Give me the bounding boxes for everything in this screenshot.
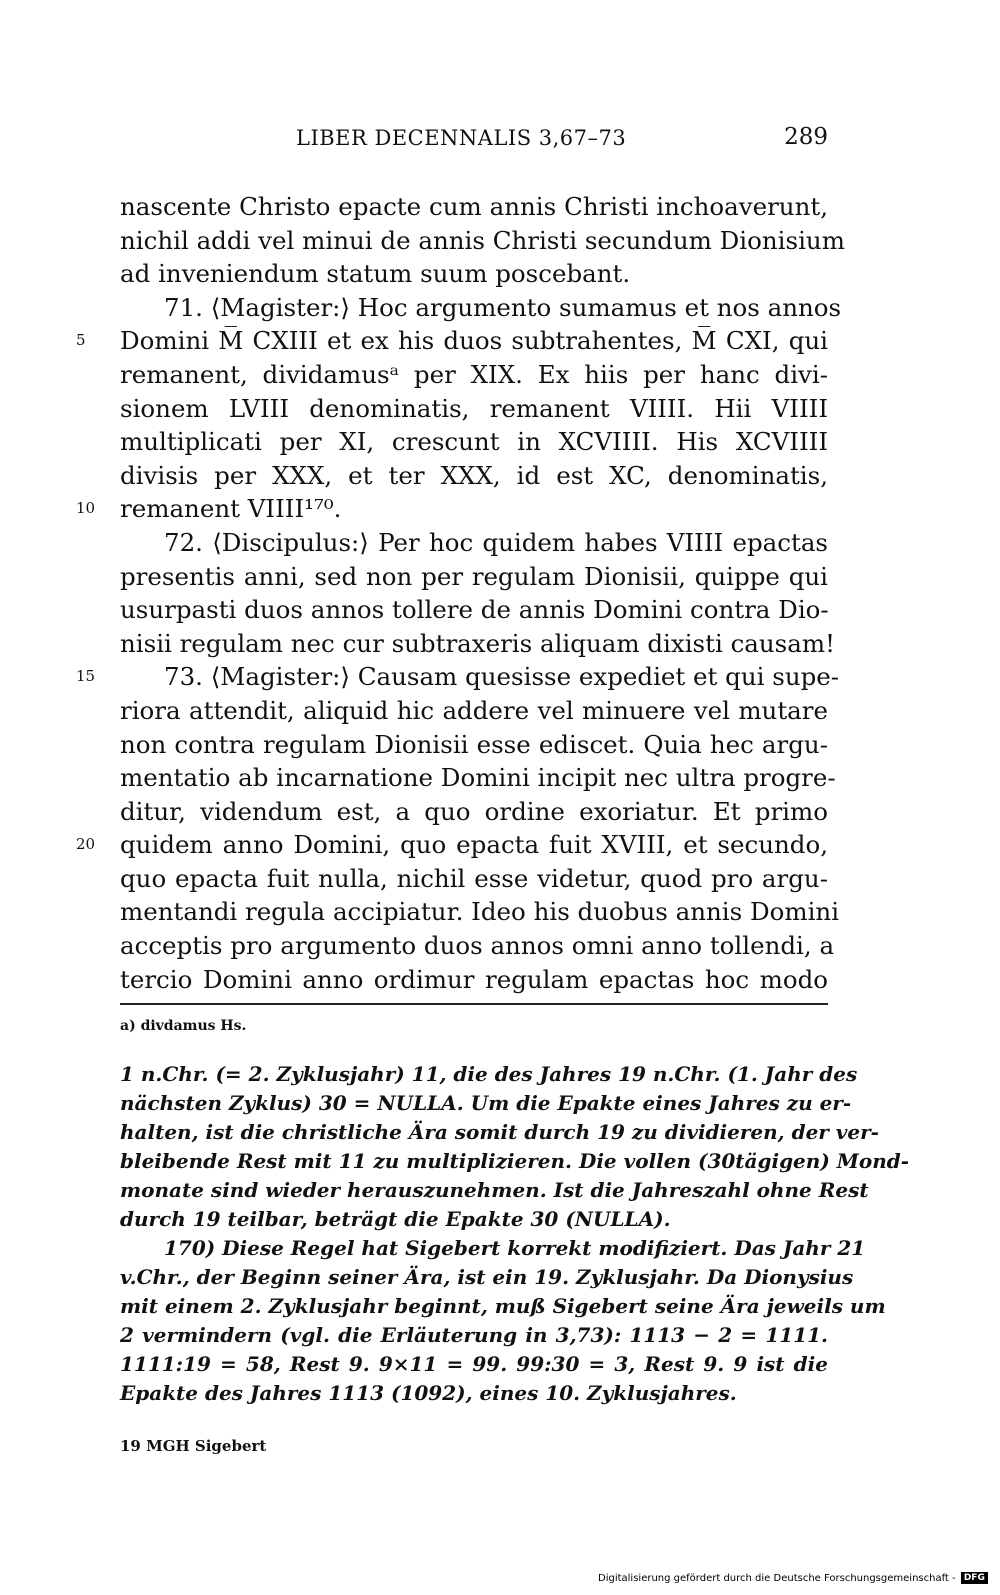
note-line: 1 n.Chr. (= 2. Zyklusjahr) 11, die des Jahres 19 n.Chr. (1. Jahr des <box>120 1062 858 1086</box>
text-line <box>120 224 845 258</box>
line-text: acceptis pro argumento duos annos omni anno tollendi, a <box>120 931 835 961</box>
apparatus-note: a) divdamus Hs. <box>120 1018 247 1034</box>
text-line <box>120 291 842 325</box>
line-text: quo epacta fuit nulla, nichil esse videtur, quod pro argu- <box>120 863 828 893</box>
text-line <box>120 895 840 929</box>
signature-mark: 19 MGH Sigebert <box>120 1437 267 1455</box>
line-text: quidem anno Domini, quo epacta fuit XVIII, et secundo, <box>120 830 828 860</box>
text-line <box>120 627 835 661</box>
credit-text: Digitalisierung gefördert durch die Deutsche Forschungsgemeinschaft - <box>598 1573 956 1584</box>
line-text: usurpasti duos annos tollere de annis Domini contra Dio- <box>120 595 829 625</box>
line-text: divisis per XXX, et ter XXX, id est XC, denominatis, <box>120 460 828 490</box>
line-text: ditur, videndum est, a quo ordine exoriatur. Et primo <box>120 796 828 826</box>
line-text: nichil addi vel minui de annis Christi secundum Dionisium <box>120 225 845 255</box>
line-number: 5 <box>76 331 86 350</box>
note-line: Epakte des Jahres 1113 (1092), eines 10. Zyklusjahres. <box>120 1381 737 1405</box>
text-line <box>120 392 828 426</box>
note-line: durch 19 teilbar, beträgt die Epakte 30 (NULLA). <box>120 1207 671 1231</box>
text-line <box>120 694 828 728</box>
line-text: sionem LVIII denominatis, remanent VIIII. Hii VIIII <box>120 393 828 423</box>
footnote-rule <box>120 1003 828 1005</box>
line-text: 71. ⟨Magister:⟩ Hoc argumento sumamus et nos annos <box>164 292 842 322</box>
line-text: non contra regulam Dionisii esse ediscet. Quia hec argu- <box>120 729 828 759</box>
running-title: LIBER DECENNALIS 3,67–73 <box>296 126 627 150</box>
line-text: riora attendit, aliquid hic addere vel minuere vel mutare <box>120 695 828 725</box>
dfg-logo: DFG <box>961 1572 988 1584</box>
line-text: multiplicati per XI, crescunt in XCVIIII. His XCVIIII <box>120 427 828 457</box>
main-text <box>76 190 845 996</box>
note-line: monate sind wieder herauszunehmen. Ist die Jahreszahl ohne Rest <box>120 1178 869 1202</box>
text-line <box>76 324 828 358</box>
line-text: Domini M̅ CXIII et ex his duos subtrahentes, M̅ CXI, qui <box>120 326 828 356</box>
text-line <box>120 761 836 795</box>
note-line: 1111:19 = 58, Rest 9. 9×11 = 99. 99:30 = 3, Rest 9. 9 ist die <box>120 1352 828 1376</box>
text-line <box>120 459 828 493</box>
digitization-credit <box>598 1572 988 1584</box>
line-text: 73. ⟨Magister:⟩ Causam quesisse expediet et qui supe- <box>164 662 840 692</box>
note-line: bleibende Rest mit 11 zu multiplizieren. Die vollen (30tägigen) Mond- <box>120 1149 910 1173</box>
line-text: nascente Christo epacte cum annis Christi inchoaverunt, <box>120 192 828 221</box>
line-text: mentatio ab incarnatione Domini incipit nec ultra progre- <box>120 763 836 793</box>
line-text: presentis anni, sed non per regulam Dionisii, quippe qui <box>120 561 828 591</box>
text-line <box>120 560 828 594</box>
line-text: tercio Domini anno ordimur regulam epactas hoc modo <box>120 964 828 994</box>
text-line <box>76 660 840 694</box>
note-line: 2 vermindern (vgl. die Erläuterung in 3,73): 1113 − 2 = 1111. <box>120 1323 828 1347</box>
line-text: remanent, dividamusᵃ per XIX. Ex hiis per hanc divi- <box>120 359 828 389</box>
note-line: 170) Diese Regel hat Sigebert korrekt modifiziert. Das Jahr 21 <box>164 1236 866 1260</box>
text-line <box>120 425 828 459</box>
line-text: remanent VIIII¹⁷⁰. <box>120 494 342 524</box>
line-number: 15 <box>76 667 96 686</box>
text-line <box>120 190 828 224</box>
text-line <box>120 963 828 997</box>
text-line <box>120 593 828 627</box>
text-line <box>120 795 828 829</box>
text-line <box>120 728 828 762</box>
text-line <box>120 929 835 963</box>
note-line: v.Chr., der Beginn seiner Ära, ist ein 19. Zyklusjahr. Da Dionysius <box>120 1265 854 1289</box>
text-line <box>76 828 828 862</box>
line-text: 72. ⟨Discipulus:⟩ Per hoc quidem habes VIIII epactas <box>164 527 828 557</box>
text-line <box>120 358 828 392</box>
text-line <box>120 526 828 560</box>
line-text: nisii regulam nec cur subtraxeris aliquam dixisti causam! <box>120 628 835 658</box>
line-text: mentandi regula accipiatur. Ideo his duobus annis Domini <box>120 897 840 927</box>
text-line <box>120 257 828 291</box>
text-line <box>76 492 828 526</box>
line-text: ad inveniendum statum suum poscebant. <box>120 259 631 289</box>
note-line: mit einem 2. Zyklusjahr beginnt, muß Sigebert seine Ära jeweils um <box>120 1294 886 1318</box>
running-header <box>120 126 828 162</box>
commentary-notes <box>120 1060 910 1408</box>
line-number: 20 <box>76 835 96 854</box>
note-line: halten, ist die christliche Ära somit durch 19 zu dividieren, der ver- <box>120 1120 879 1144</box>
line-number: 10 <box>76 499 96 518</box>
page-number: 289 <box>784 124 828 150</box>
text-line <box>120 862 828 896</box>
note-line: nächsten Zyklus) 30 = NULLA. Um die Epakte eines Jahres zu er- <box>120 1091 852 1115</box>
